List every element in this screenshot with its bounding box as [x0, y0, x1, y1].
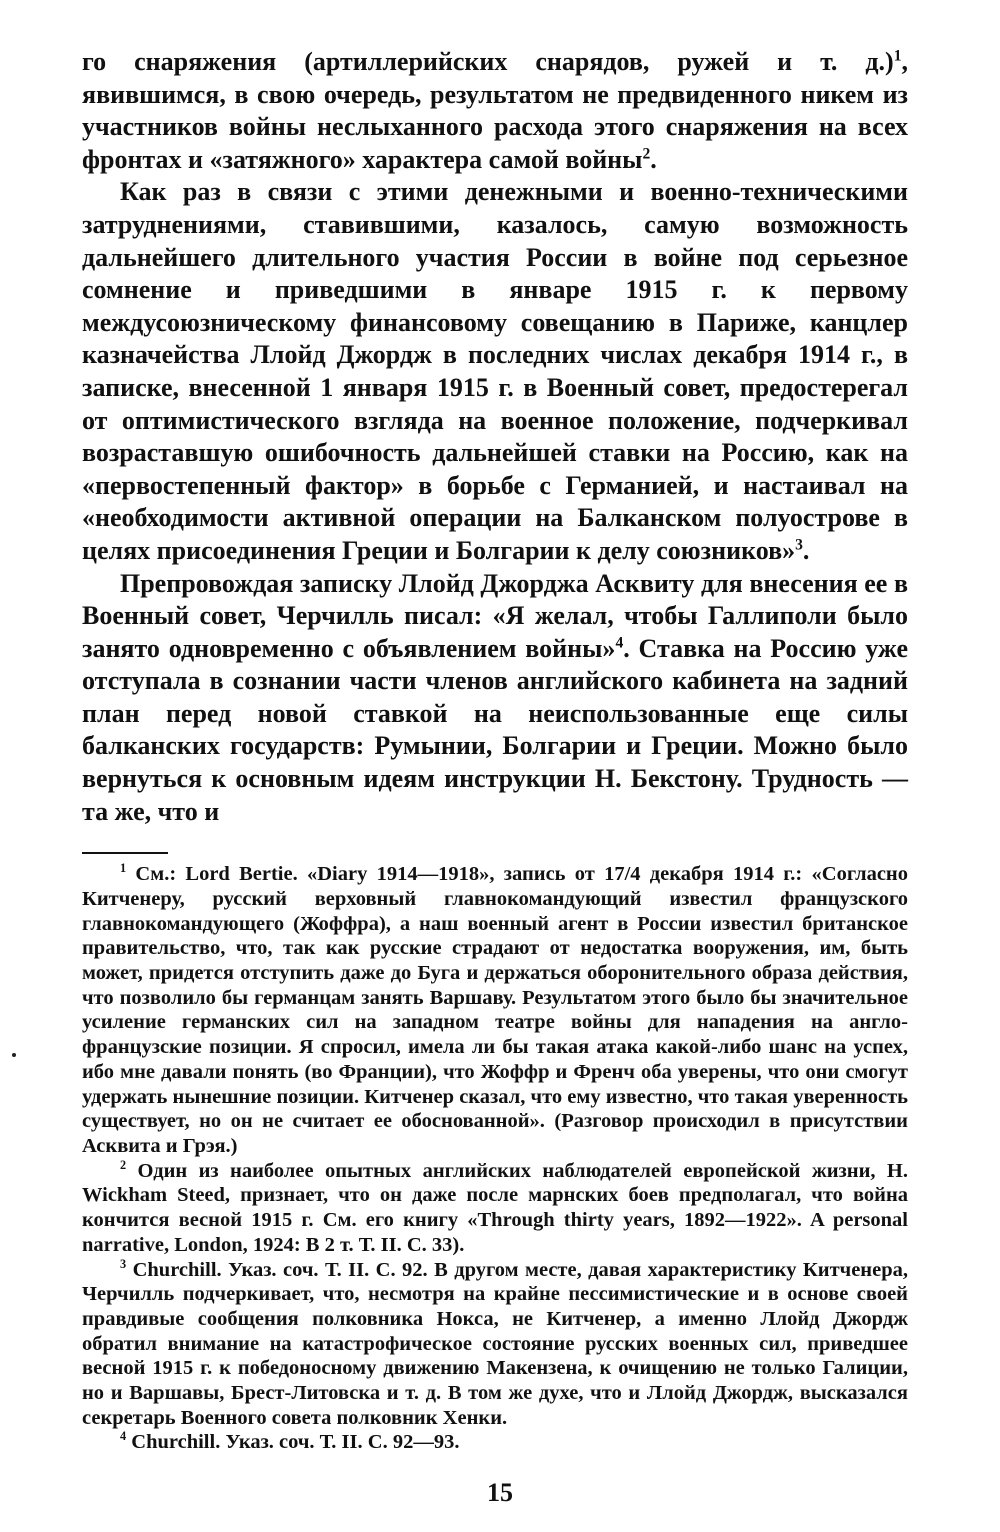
main-text [82, 46, 908, 828]
footnote-ref-4: 4 [615, 634, 624, 652]
page-number: 15 [487, 1478, 513, 1507]
footnote-3 [82, 1258, 908, 1431]
scan-speck [12, 1053, 16, 1057]
footnote-ref-3: 3 [795, 536, 803, 554]
footnote-1 [82, 862, 908, 1158]
footnote-4 [82, 1430, 908, 1455]
footnote-mark: 1 [120, 861, 127, 876]
footnote-text: Churchill. Указ. соч. Т. II. С. 92. В другом месте, давая характеристику Китченера, Черчилль подчеркивает, что, несмотря на крайне пессимистические и в основе своей правдивые сообщения полковника Нокса, не Китченер, а именно Ллойд Джордж обратил внимание на катастрофическое состояние русских военных сил, приведшее весной 1915 г. к победоносному движению Макензена, к очищению не только Галиции, но и Варшавы, Брест-Литовска и т. д. В том же духе, что и Ллойд Джордж, высказался секретарь Военного совета полковник Хенки. [82, 1258, 908, 1429]
paragraph-1: го снаряжения (артиллерийских снарядов, ружей и т. д.)$^1$, явившимся, в свою очередь, результатом не предвиденного никем из участников войны неслыханного расхода этого снаряжения на всех фронтах и «затяжного» характера самой войны$^2$. [82, 47, 908, 174]
paragraph-3: Препровождая записку Ллойд Джорджа Асквиту для внесения ее в Военный совет, Черчилль писал: «Я желал, чтобы Галлиполи было занято одновременно с объявлением войны»$^4$. Ставка на Россию уже отступала в сознании части членов английского кабинета на задний план перед новой ставкой на неиспользованные еще силы балканских государств: Румынии, Болгарии и Греции. Можно было вернуться к основным идеям инструкции Н. Бекстону. Трудность — та же, что и [82, 568, 908, 826]
footnote-divider [82, 852, 168, 854]
footnote-text: См.: Lord Bertie. «Diary 1914—1918», запись от 17/4 декабря 1914 г.: «Согласно Китченеру, русский верховный главнокомандующий известил французского главнокомандующего (Жоффра), а наш военный агент в России известил британское правительство, что, так как русские страдают от недостатка вооружения, им, быть может, придется отступить даже до Буга и держаться оборонительного образа действия, что позволило бы германцам занять Варшаву. Результатом этого было бы значительное усиление германских сил на западном театре войны для нападения на англо-французские позиции. Я спросил, имела ли бы такая атака какой-либо шанс на успех, ибо мне давали понять (во Франции), что Жоффр и Френч оба уверены, что они смогут удержать нынешние позиции. Китченер сказал, что ему известно, что такая уверенность существует, но он не считает ее обоснованной». (Разговор происходил в присутствии Асквита и Грэя.) [82, 863, 908, 1157]
footnotes [82, 862, 908, 1455]
footnote-text: Один из наиболее опытных английских наблюдателей европейской жизни, H. Wickham Steed, признает, что он даже после марнских боев предполагал, что война кончится весной 1915 г. См. его книгу «Through thirty years, 1892—1922». A personal narrative, London, 1924: В 2 т. Т. II. С. 33). [82, 1159, 908, 1256]
footnote-2 [82, 1159, 908, 1258]
footnote-ref-1: 1 [893, 47, 902, 65]
footnote-mark: 3 [120, 1256, 127, 1271]
footnote-ref-2: 2 [642, 145, 651, 163]
footnote-text: Churchill. Указ. соч. Т. II. С. 92—93. [126, 1431, 460, 1454]
paragraph-2: Как раз в связи с этими денежными и военно-техническими затруднениями, ставившими, казалось, самую возможность дальнейшего длительного участия России в войне под серьезное сомнение и приведшими в январе 1915 г. к первому междусоюзническому финансовому совещанию в Париже, канцлер казначейства Ллойд Джордж в последних числах декабря 1914 г., в записке, внесенной 1 января 1915 г. в Военный совет, предостерегал от оптимистического взгляда на военное положение, подчеркивал возраставшую ошибочность дальнейшей ставки на Россию, как на «первостепенный фактор» в борьбе с Германией, и настаивал на «необходимости активной операции на Балканском полуострове в целях присоединения Греции и Болгарии к делу союзников»$^3$. [82, 177, 908, 565]
footnote-mark: 2 [120, 1157, 127, 1172]
footnote-mark: 4 [120, 1429, 127, 1444]
